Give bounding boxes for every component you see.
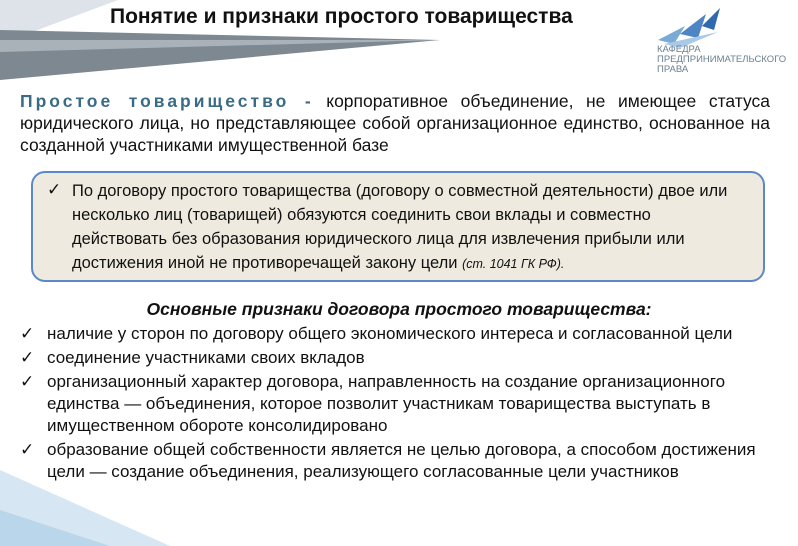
features-list [20,323,760,485]
list-item [20,371,760,437]
features-heading: Основные признаки договора простого товарищества: [146,299,652,319]
definition-term: Простое товарищество - [20,91,314,111]
checkmark-icon: ✓ [20,440,35,459]
page-title: Понятие и признаки простого товарищества [110,5,573,28]
list-item [20,347,760,369]
list-item [20,439,760,483]
checkmark-icon: ✓ [20,348,35,367]
list-item-text: образование общей собственности является не целью договора, а способом достижения цели — создание объединения, реализующего согласованные цели участников [47,440,756,481]
logo-line: ПРАВА [657,64,689,75]
definition-text: корпоративное объединение, не имеющее статуса юридического лица, но представляющее собой организационное единство, основанное на созданной участниками имущественной базе [20,91,770,155]
checkmark-icon: ✓ [20,372,35,391]
legal-citation: (ст. 1041 ГК РФ). [462,257,565,271]
legal-definition-box [31,171,765,282]
legal-definition-text [72,179,742,276]
legal-definition-body: По договору простого товарищества (договору о совместной деятельности) двое или несколько лиц (товарищей) обязуются соединить свои вклады и совместно действовать без образования юридического лица для извлечения прибыли или достижения иной не противоречащей закону цели [72,182,728,272]
list-item-text: соединение участниками своих вкладов [47,348,365,367]
decor-triangle-dark [0,30,440,80]
checkmark-icon: ✓ [47,180,62,199]
list-item-text: организационный характер договора, направленность на создание организационного единства — объединения, которое позволит участникам товарищества выступать в имущественном обороте консолидировано [47,372,726,435]
list-item-text: наличие у сторон по договору общего экономического интереса и согласованной цели [47,324,733,343]
logo-line: КАФЕДРА [657,44,701,55]
definition-paragraph [20,90,770,156]
checkmark-icon: ✓ [20,324,35,343]
list-item [20,323,760,345]
logo-line: ПРЕДПРИНИМАТЕЛЬСКОГО [657,54,787,65]
logo-caption [657,45,786,75]
